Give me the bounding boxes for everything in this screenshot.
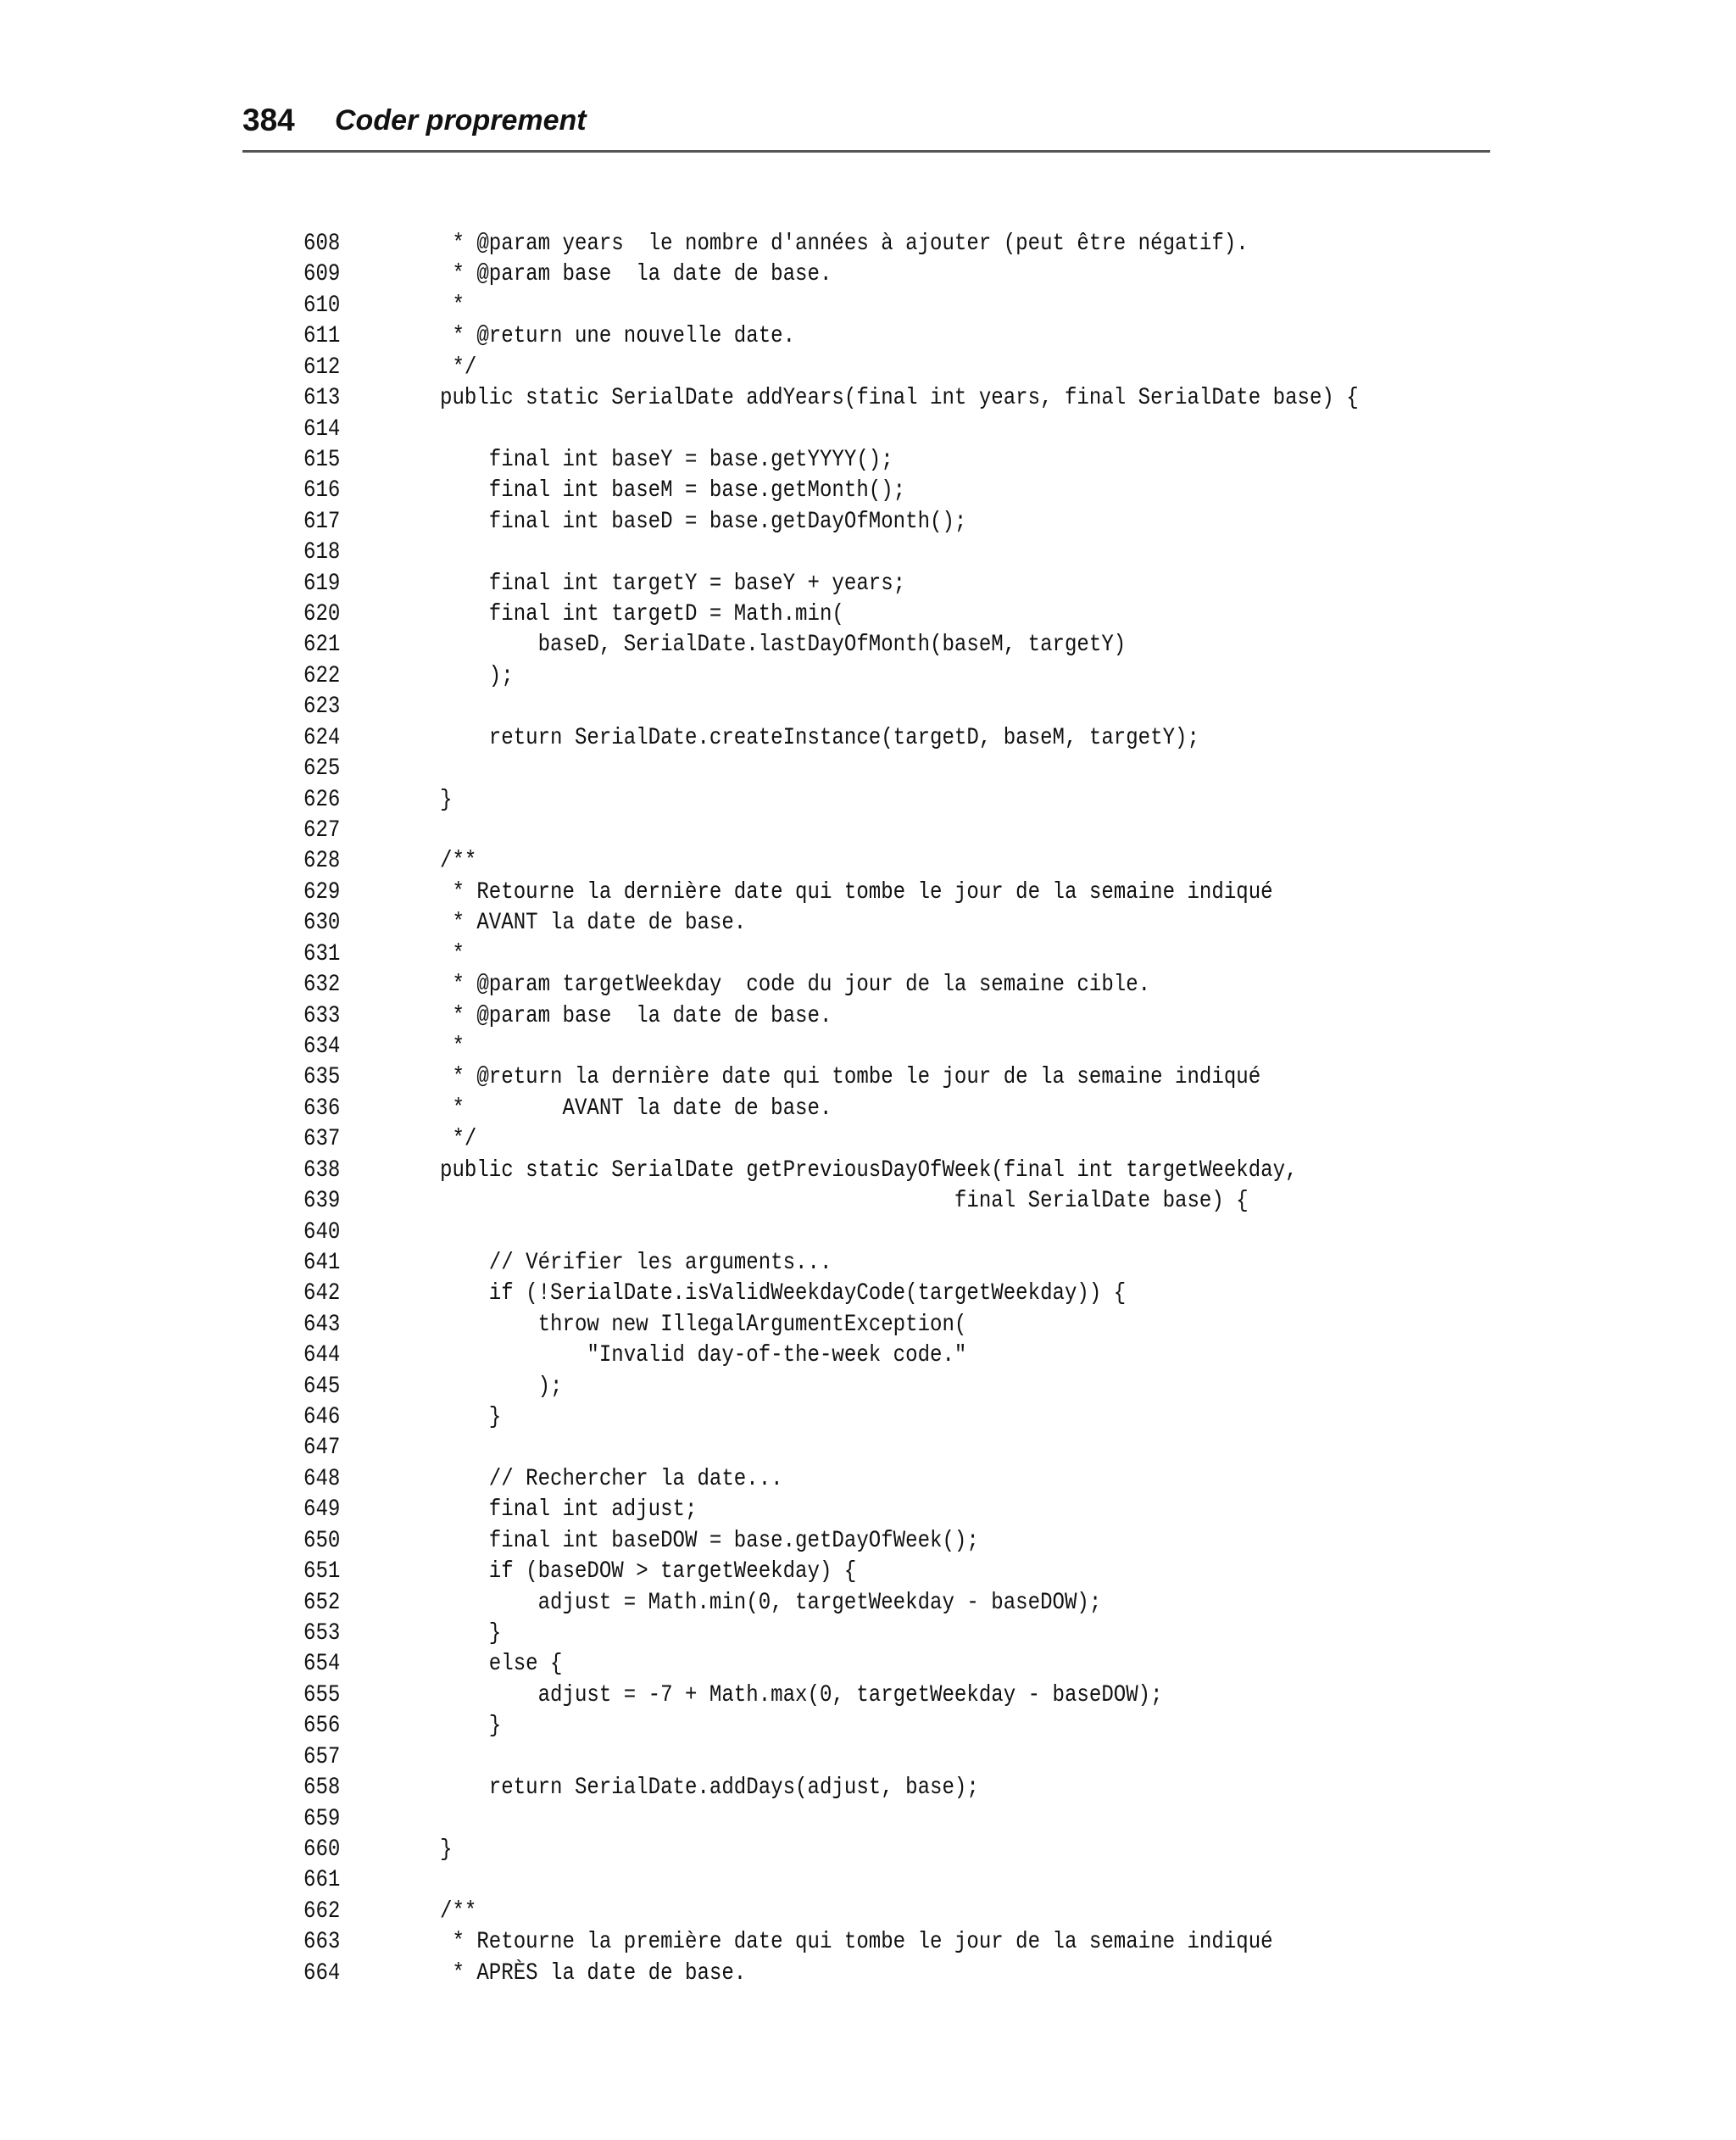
line-number: 663 [303, 1929, 341, 1956]
line-number: 664 [303, 1959, 341, 1987]
line-code: "Invalid day-of-the-week code." [391, 1342, 967, 1369]
code-line [303, 1310, 1324, 1340]
code-line [303, 507, 1324, 538]
line-number: 621 [303, 632, 341, 659]
line-code: else { [391, 1651, 563, 1678]
code-line [303, 1959, 1324, 1989]
code-line [303, 1156, 1324, 1186]
code-line [303, 1742, 1324, 1773]
code-line [303, 569, 1324, 599]
line-number: 610 [303, 292, 341, 319]
code-line [303, 1835, 1324, 1865]
code-line [303, 599, 1324, 630]
line-number: 612 [303, 354, 341, 381]
code-line [303, 723, 1324, 754]
code-line [303, 1340, 1324, 1371]
line-code: * @return une nouvelle date. [391, 323, 796, 350]
code-line [303, 259, 1324, 290]
line-code: /** [391, 1898, 477, 1925]
code-line [303, 1186, 1324, 1217]
line-code: * @param targetWeekday code du jour de la semaine cible. [391, 972, 1151, 999]
line-number: 638 [303, 1156, 341, 1184]
line-number: 657 [303, 1743, 341, 1770]
code-line [303, 785, 1324, 816]
line-number: 628 [303, 848, 341, 875]
code-line [303, 878, 1324, 908]
line-code: * AVANT la date de base. [391, 1095, 832, 1122]
code-line [303, 908, 1324, 939]
code-line [303, 1248, 1324, 1279]
line-number: 624 [303, 724, 341, 751]
code-line [303, 229, 1324, 259]
code-line [303, 321, 1324, 352]
line-number: 651 [303, 1558, 341, 1585]
line-number: 636 [303, 1095, 341, 1122]
line-number: 648 [303, 1465, 341, 1492]
line-number: 656 [303, 1713, 341, 1740]
line-code: * @param base la date de base. [391, 1002, 832, 1029]
line-code: throw new IllegalArgumentException( [391, 1311, 967, 1338]
code-line [303, 383, 1359, 414]
code-line [303, 1279, 1324, 1309]
line-number: 629 [303, 878, 341, 906]
line-number: 641 [303, 1249, 341, 1276]
line-code: if (baseDOW > targetWeekday) { [391, 1558, 857, 1585]
code-line [303, 476, 1324, 506]
line-code: * Retourne la première date qui tombe le jour de la semaine indiqué [391, 1929, 1273, 1956]
line-number: 640 [303, 1218, 341, 1246]
code-line [303, 353, 1324, 383]
line-code: return SerialDate.addDays(adjust, base); [391, 1775, 979, 1802]
line-code: * @param years le nombre d'années à ajouter (peut être négatif). [391, 231, 1249, 257]
line-code: final int baseM = base.getMonth(); [391, 477, 906, 504]
code-line [303, 846, 1324, 877]
line-number: 617 [303, 508, 341, 535]
line-code: */ [391, 1126, 477, 1153]
line-number: 630 [303, 910, 341, 937]
line-number: 637 [303, 1126, 341, 1153]
line-number: 647 [303, 1435, 341, 1462]
line-number: 654 [303, 1651, 341, 1678]
line-code: final int baseDOW = base.getDayOfWeek(); [391, 1527, 979, 1554]
line-code: * [391, 292, 465, 319]
line-number: 614 [303, 415, 341, 443]
line-number: 622 [303, 662, 341, 689]
line-code: final int targetY = baseY + years; [391, 570, 906, 597]
page-number: 384 [242, 103, 295, 137]
code-line [303, 445, 1324, 476]
line-number: 662 [303, 1898, 341, 1925]
line-number: 627 [303, 817, 341, 844]
line-number: 635 [303, 1064, 341, 1091]
line-number: 644 [303, 1342, 341, 1369]
line-code: * @return la dernière date qui tombe le jour de la semaine indiqué [391, 1064, 1261, 1091]
code-line [303, 1865, 1324, 1896]
line-number: 642 [303, 1280, 341, 1307]
code-line [303, 1680, 1324, 1711]
line-code: * [391, 1033, 465, 1060]
line-number: 616 [303, 477, 341, 504]
line-code: final int baseY = base.getYYYY(); [391, 446, 893, 473]
line-number: 650 [303, 1527, 341, 1554]
code-line [303, 1773, 1324, 1803]
code-line [303, 1897, 1324, 1927]
line-number: 643 [303, 1311, 341, 1338]
code-line [303, 1557, 1324, 1587]
code-line [303, 1433, 1324, 1463]
code-line [303, 1124, 1324, 1155]
line-code: } [391, 786, 453, 813]
code-line [303, 1588, 1324, 1619]
line-number: 623 [303, 694, 341, 721]
code-line [303, 1619, 1324, 1649]
line-number: 619 [303, 570, 341, 597]
line-code: // Vérifier les arguments... [391, 1249, 832, 1276]
code-line [303, 754, 1324, 784]
code-line [303, 1804, 1324, 1835]
line-number: 655 [303, 1681, 341, 1708]
code-line [303, 661, 1324, 692]
line-number: 615 [303, 446, 341, 473]
code-line [303, 291, 1324, 321]
line-code: } [391, 1404, 502, 1431]
code-line [303, 1711, 1324, 1742]
line-code: final int targetD = Math.min( [391, 601, 844, 628]
line-number: 620 [303, 601, 341, 628]
line-number: 609 [303, 261, 341, 288]
line-number: 611 [303, 323, 341, 350]
line-number: 652 [303, 1589, 341, 1616]
line-code: } [391, 1713, 502, 1740]
line-number: 645 [303, 1373, 341, 1400]
code-line [303, 538, 1324, 568]
line-code: final int baseD = base.getDayOfMonth(); [391, 508, 967, 535]
code-line [303, 970, 1324, 1000]
line-number: 634 [303, 1033, 341, 1060]
line-code: } [391, 1619, 502, 1647]
code-line [303, 630, 1324, 660]
line-code: return SerialDate.createInstance(targetD, baseM, targetY); [391, 724, 1199, 751]
code-line [303, 1927, 1324, 1958]
code-line [303, 1094, 1324, 1124]
code-line [303, 816, 1324, 846]
code-line [303, 1464, 1324, 1495]
code-line [303, 1372, 1324, 1402]
line-code: ); [391, 662, 514, 689]
code-line [303, 1001, 1324, 1032]
line-number: 626 [303, 786, 341, 813]
line-number: 631 [303, 940, 341, 967]
code-line [303, 1649, 1324, 1680]
line-code: public static SerialDate addYears(final int years, final SerialDate base) { [391, 385, 1359, 412]
line-code: final SerialDate base) { [391, 1188, 1249, 1215]
code-line [303, 1062, 1324, 1093]
line-code: adjust = -7 + Math.max(0, targetWeekday - baseDOW); [391, 1681, 1163, 1708]
line-code: * [391, 940, 465, 967]
code-line [303, 1218, 1324, 1248]
line-code: * APRÈS la date de base. [391, 1959, 747, 1987]
line-number: 608 [303, 231, 341, 257]
line-number: 633 [303, 1002, 341, 1029]
line-code: if (!SerialDate.isValidWeekdayCode(targetWeekday)) { [391, 1280, 1127, 1307]
line-number: 639 [303, 1188, 341, 1215]
line-code: ); [391, 1373, 563, 1400]
line-number: 658 [303, 1775, 341, 1802]
line-code: * @param base la date de base. [391, 261, 832, 288]
code-line [303, 1526, 1324, 1557]
line-code: // Rechercher la date... [391, 1465, 783, 1492]
line-code: adjust = Math.min(0, targetWeekday - baseDOW); [391, 1589, 1102, 1616]
line-code: */ [391, 354, 477, 381]
code-line [303, 1032, 1324, 1062]
line-number: 625 [303, 755, 341, 783]
line-code: /** [391, 848, 477, 875]
code-listing [303, 229, 1490, 1989]
line-number: 632 [303, 972, 341, 999]
line-code: baseD, SerialDate.lastDayOfMonth(baseM, targetY) [391, 632, 1127, 659]
line-number: 653 [303, 1619, 341, 1647]
code-line [303, 692, 1324, 722]
header-rule [242, 150, 1490, 153]
line-number: 659 [303, 1805, 341, 1832]
line-number: 660 [303, 1836, 341, 1863]
code-line [303, 1495, 1324, 1525]
code-line [303, 939, 1324, 970]
running-title: Coder proprement [335, 104, 587, 137]
line-code: public static SerialDate getPreviousDayOfWeek(final int targetWeekday, [391, 1156, 1298, 1184]
line-code: * Retourne la dernière date qui tombe le jour de la semaine indiqué [391, 878, 1273, 906]
page-header [242, 100, 1490, 151]
line-number: 618 [303, 539, 341, 566]
code-line [303, 415, 1324, 445]
line-code: final int adjust; [391, 1496, 698, 1524]
line-number: 613 [303, 385, 341, 412]
code-line [303, 1402, 1324, 1433]
line-number: 646 [303, 1404, 341, 1431]
line-number: 649 [303, 1496, 341, 1524]
line-number: 661 [303, 1867, 341, 1894]
line-code: * AVANT la date de base. [391, 910, 747, 937]
line-code: } [391, 1836, 453, 1863]
